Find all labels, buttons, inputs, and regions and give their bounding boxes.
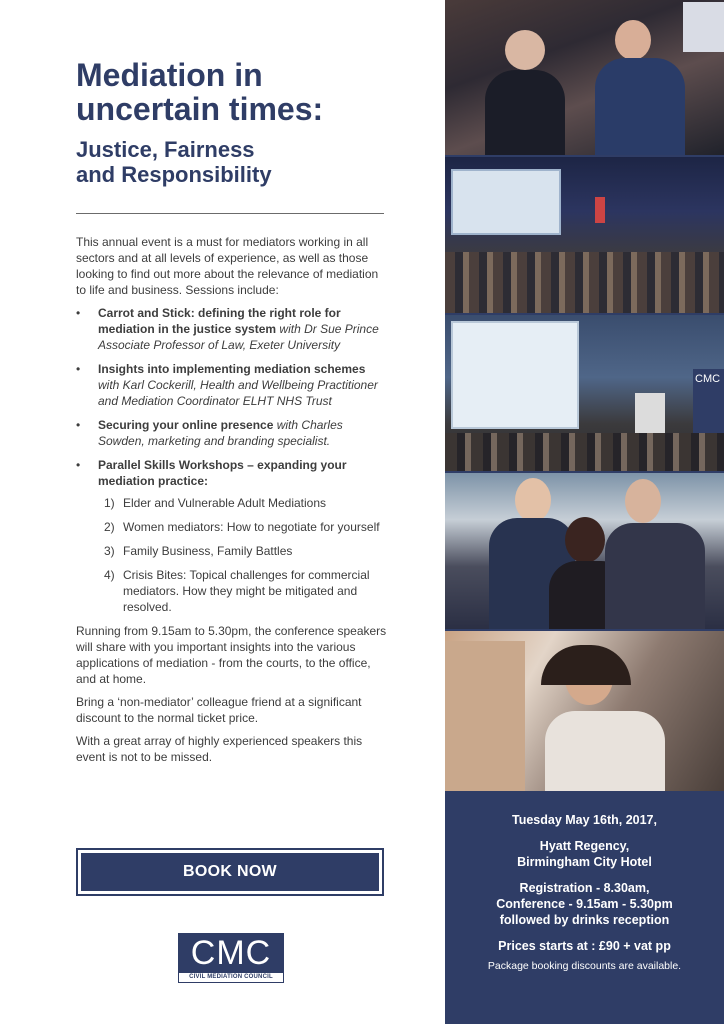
schedule-paragraph: Running from 9.15am to 5.30pm, the conference speakers will share with you important insights into the various applications of mediation - from the courts, to the office, and at home. [76, 624, 387, 686]
workshop-item [104, 567, 388, 615]
venue-line: Birmingham City Hotel [517, 855, 652, 869]
session-title: Insights into implementing mediation schemes [98, 362, 366, 376]
workshop-number: 4) [104, 568, 115, 582]
workshop-item [104, 519, 388, 535]
flyer-right-column [445, 0, 724, 1024]
workshop-number: 2) [104, 520, 115, 534]
page-subtitle [76, 137, 406, 187]
book-now-button[interactable] [76, 848, 384, 896]
bullet-icon: • [76, 458, 81, 472]
book-now-label[interactable]: BOOK NOW [81, 853, 379, 891]
workshop-text: Elder and Vulnerable Adult Mediations [123, 496, 327, 510]
session-title: Carrot and Stick: defining the right role for mediation in the justice system [98, 306, 341, 336]
title-divider [76, 213, 384, 214]
session-item [76, 457, 388, 615]
session-item [76, 305, 388, 353]
workshop-item [104, 495, 388, 511]
event-date: Tuesday May 16th, 2017, [512, 813, 657, 827]
event-details [445, 812, 724, 984]
discount-paragraph: Bring a ‘non-mediator’ colleague friend at a significant discount to the normal ticket price. [76, 695, 362, 725]
bullet-icon: • [76, 306, 81, 320]
logo-name: CIVIL MEDIATION COUNCIL [178, 973, 284, 983]
subtitle-line: Justice, Fairness [76, 137, 255, 162]
session-speaker: with Dr Sue Prince Associate Professor of Law, Exeter University [98, 322, 379, 352]
event-price: Prices starts at : £90 + vat pp [498, 939, 671, 953]
workshop-item [104, 543, 388, 559]
workshop-text: Women mediators: How to negotiate for yourself [123, 520, 380, 534]
workshop-number: 3) [104, 544, 115, 558]
conference-photo-networking [445, 631, 724, 791]
discount-note: Package booking discounts are available. [487, 960, 682, 972]
session-title: Parallel Skills Workshops – expanding your mediation practice: [98, 458, 347, 488]
intro-paragraph: This annual event is a must for mediators working in all sectors and at all levels of experience, as well as those looking to find out more about the relevance of mediation to life and business. Sessions include: [76, 235, 379, 297]
workshop-text: Family Business, Family Battles [123, 544, 293, 558]
conference-photo-auditorium [445, 157, 724, 313]
session-item [76, 361, 388, 409]
conference-photo-speaker [445, 315, 724, 471]
photo-sign-text: CMC [695, 373, 721, 385]
workshop-number: 1) [104, 496, 115, 510]
conference-photo-attendees [445, 473, 724, 629]
conference-photo-crowd [445, 0, 724, 155]
workshop-text: Crisis Bites: Topical challenges for commercial mediators. How they might be mitigated and resolved. [123, 568, 370, 614]
schedule-line: Registration - 8.30am, [519, 881, 650, 895]
event-schedule [445, 880, 724, 928]
session-speaker: with Charles Sowden, marketing and branding specialist. [98, 418, 343, 448]
schedule-line: followed by drinks reception [499, 913, 670, 927]
sessions-list [76, 305, 388, 615]
bullet-icon: • [76, 362, 81, 376]
workshops-list [98, 495, 388, 615]
schedule-line: Conference - 9.15am - 5.30pm [496, 897, 673, 911]
subtitle-line: and Responsibility [76, 162, 272, 187]
cmc-logo [178, 933, 284, 983]
event-description [76, 234, 388, 772]
closing-paragraph: With a great array of highly experienced speakers this event is not to be missed. [76, 734, 363, 764]
session-item [76, 417, 388, 449]
venue-line: Hyatt Regency, [539, 839, 630, 853]
event-venue [445, 838, 724, 870]
page-title: Mediation in uncertain times: [76, 57, 324, 127]
session-title: Securing your online presence [98, 418, 274, 432]
bullet-icon: • [76, 418, 81, 432]
session-speaker: with Karl Cockerill, Health and Wellbeing Practitioner and Mediation Coordinator ELHT NHS Trust [98, 378, 378, 408]
logo-letters: CMC [178, 933, 284, 973]
